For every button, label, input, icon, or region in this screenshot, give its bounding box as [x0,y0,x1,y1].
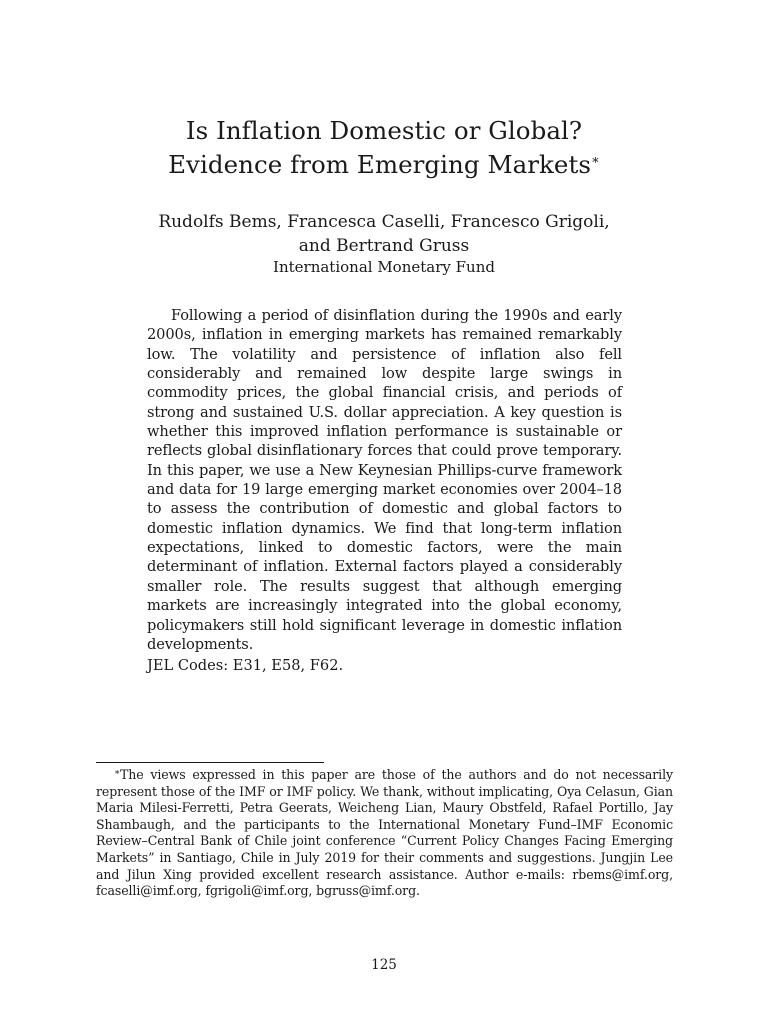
footnote [96,767,673,900]
title-line-2: Evidence from Emerging Markets [168,150,591,179]
authors-line-1: Rudolfs Bems, Francesca Caselli, Francesco Grigoli, [158,212,610,232]
paper-title [0,114,768,182]
abstract: Following a period of disinflation during the 1990s and early 2000s, inflation in emerging markets has remained remarkably low. The volatility and persistence of inflation also fell considerably and remained low despite large swings in commodity prices, the global financial crisis, and periods of strong and sustained U.S. dollar appreciation. A key question is whether this improved inflation performance is sustainable or reflects global disinflationary forces that could prove temporary. In this paper, we use a New Keynesian Phillips-curve framework and data for 19 large emerging market economies over 2004–18 to assess the contribution of domestic and global factors to domestic inflation dynamics. We find that long-term inflation expectations, linked to domestic factors, were the main determinant of inflation. External factors played a considerably smaller role. The results suggest that although emerging markets are increasingly integrated into the global economy, policymakers still hold significant leverage in domestic inflation developments. [147,307,622,653]
title-line-1: Is Inflation Domestic or Global? [185,116,583,145]
author-list [0,210,768,258]
footnote-marker: ∗ [114,768,121,778]
affiliation: International Monetary Fund [273,258,495,276]
footnote-divider [96,762,324,763]
authors-line-2: and Bertrand Gruss [298,236,470,256]
jel-codes: JEL Codes: E31, E58, F62. [147,657,344,674]
footnote-text: The views expressed in this paper are those of the authors and do not necessarily represent those of the IMF or IMF policy. We thank, without implicating, Oya Celasun, Gian Maria Milesi-Ferretti, Petra Geerats, Weicheng Lian, Maury Obstfeld, Rafael Portillo, Jay Shambaugh, and the participants to the International Monetary Fund–IMF Economic Review–Central Bank of Chile joint conference “Current Policy Changes Facing Emerging Markets” in Santiago, Chile in July 2019 for their comments and suggestions. Jungjin Lee and Jilun Xing provided excellent research assistance. Author e-mails: rbems@imf.org, fcaselli@imf.org, fgrigoli@imf.org, bgruss@imf.org. [96,767,673,899]
page-number: 125 [371,957,397,973]
title-footnote-marker: ∗ [590,153,600,168]
